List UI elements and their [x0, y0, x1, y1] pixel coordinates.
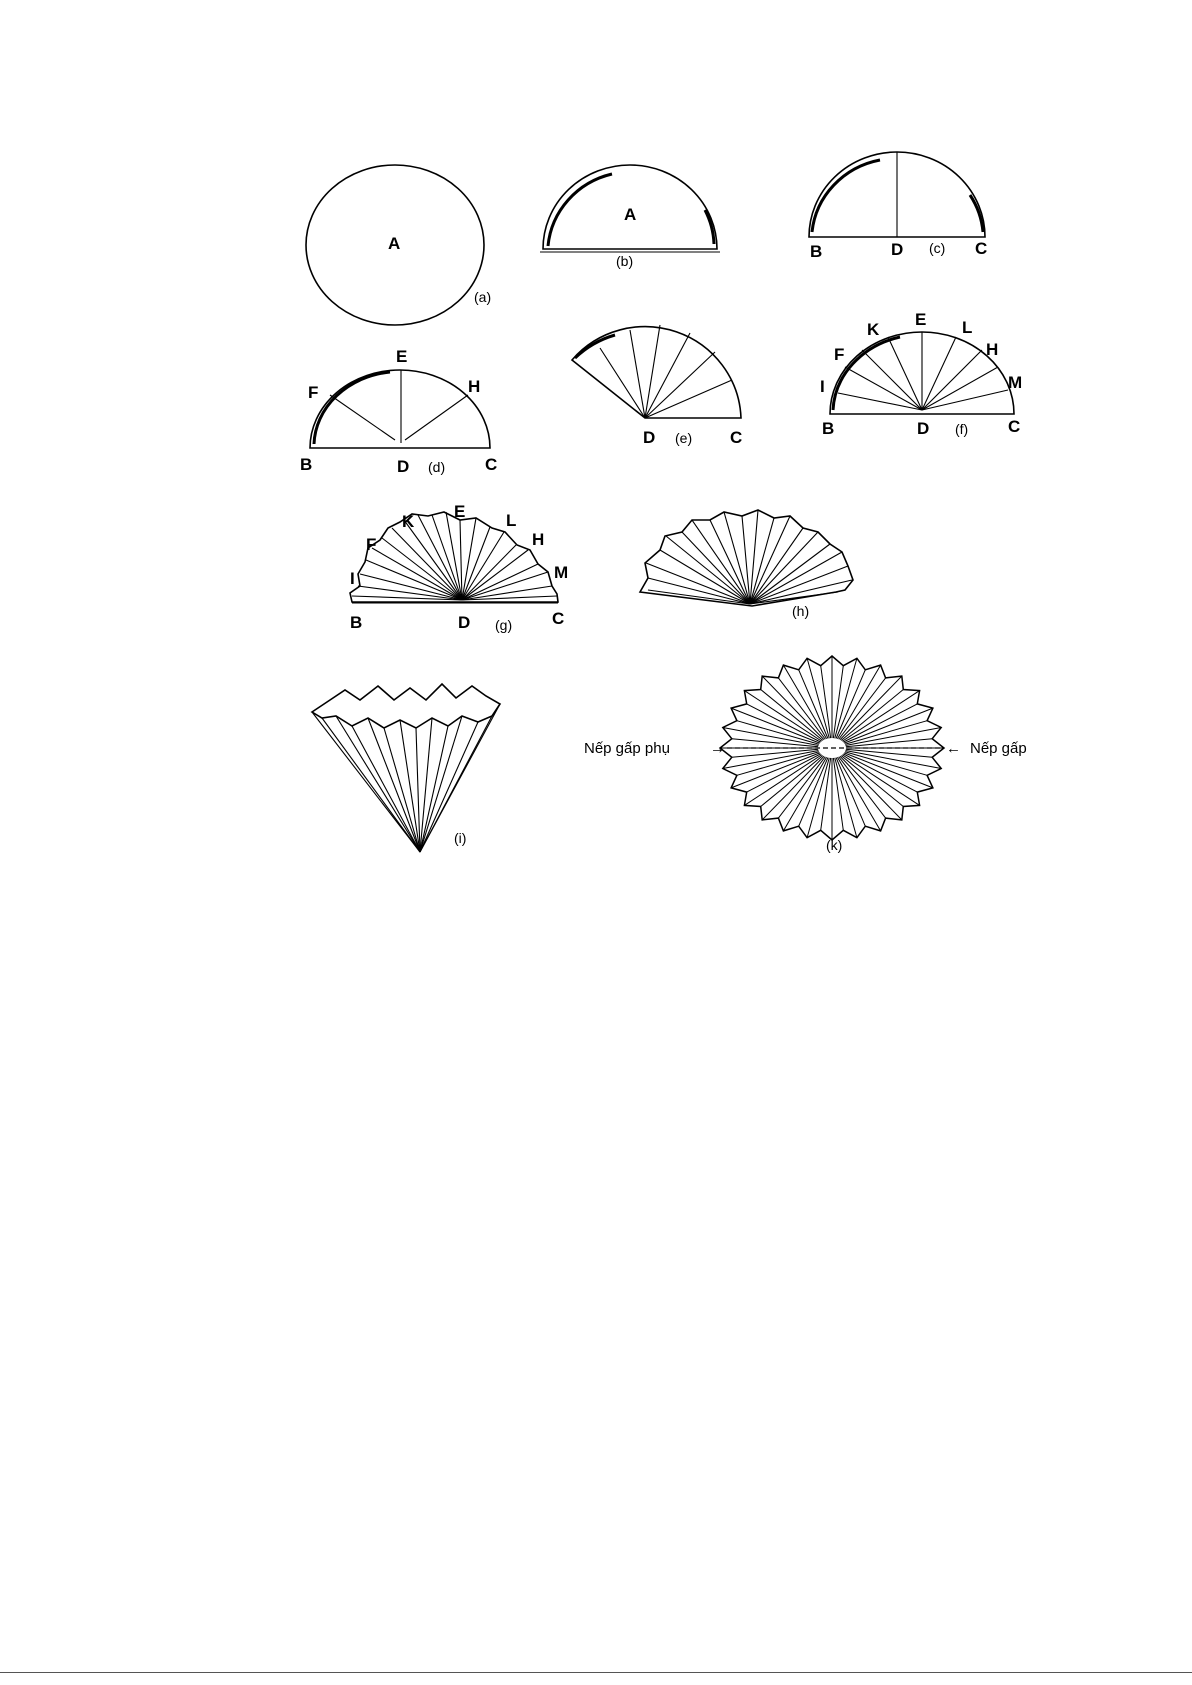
label-d-d: D — [397, 457, 410, 476]
creases-e — [600, 325, 732, 418]
label-c-c: C — [975, 239, 988, 258]
label-g-c: C — [552, 609, 565, 628]
arrow-left-k: → — [710, 740, 725, 757]
page-bottom-rule — [0, 1672, 1192, 1673]
caption-e: (e) — [675, 430, 693, 446]
label-f-i: I — [820, 377, 825, 396]
creases-h — [646, 510, 852, 604]
label-g-e: E — [454, 502, 466, 521]
caption-g: (g) — [495, 617, 513, 633]
figure-f — [820, 310, 1022, 438]
label-f-l: L — [962, 318, 973, 337]
figure-a — [306, 165, 491, 325]
figure-g — [350, 502, 568, 633]
label-a-center: A — [388, 234, 401, 253]
fold-edge-b — [548, 174, 612, 246]
label-f-m: M — [1008, 373, 1023, 392]
creases-f — [838, 332, 1008, 410]
label-g-k: K — [402, 512, 415, 531]
rosette-crease — [761, 690, 832, 749]
caption-i: (i) — [454, 830, 467, 846]
label-c-b: B — [810, 242, 823, 261]
creases-g — [352, 512, 557, 600]
note-main-fold: Nếp gấp — [970, 740, 1027, 757]
label-d-c: C — [485, 455, 498, 474]
rosette-crease — [832, 748, 903, 807]
caption-h: (h) — [792, 603, 810, 619]
fold-edge-c — [812, 160, 880, 232]
label-g-i: I — [350, 569, 355, 588]
caption-c: (c) — [929, 240, 946, 256]
label-e-d: D — [643, 428, 656, 447]
caption-k: (k) — [826, 837, 843, 853]
crease-dh — [405, 395, 468, 440]
figure-k — [584, 656, 1027, 853]
figure-c — [809, 152, 987, 261]
label-c-d: D — [891, 240, 904, 259]
figure-i — [312, 684, 500, 852]
caption-f: (f) — [955, 421, 969, 437]
label-b-center: A — [624, 205, 637, 224]
caption-b: (b) — [616, 253, 634, 269]
figure-d — [300, 347, 497, 476]
caption-d: (d) — [428, 459, 446, 475]
label-f-e: E — [915, 310, 927, 329]
cone-rim-i — [312, 684, 500, 728]
rosette-crease — [832, 690, 903, 749]
creases-i — [312, 704, 500, 852]
label-f-b: B — [822, 419, 835, 438]
label-g-h: H — [532, 530, 545, 549]
label-g-m: M — [554, 563, 569, 582]
caption-a: (a) — [474, 289, 492, 305]
label-d-h: H — [468, 377, 481, 396]
label-d-f: F — [308, 383, 319, 402]
label-d-b: B — [300, 455, 313, 474]
label-g-f: F — [366, 535, 377, 554]
label-f-h: H — [986, 340, 999, 359]
label-f-k: K — [867, 320, 880, 339]
label-g-l: L — [506, 511, 517, 530]
label-e-c: C — [730, 428, 743, 447]
rosette-crease — [761, 748, 832, 807]
fold-edge-e — [575, 335, 615, 358]
arrow-right-k: ← — [946, 740, 961, 757]
label-f-f: F — [834, 345, 845, 364]
note-secondary-fold: Nếp gấp phụ — [584, 740, 670, 757]
fold-edge-d — [314, 372, 390, 444]
figure-e — [572, 325, 742, 447]
half-circle-d — [310, 370, 490, 448]
figure-h — [640, 510, 853, 619]
figure-b — [540, 165, 720, 269]
label-d-e: E — [396, 347, 408, 366]
label-g-b: B — [350, 613, 363, 632]
crease-df — [330, 395, 395, 440]
label-f-d: D — [917, 419, 930, 438]
label-g-d: D — [458, 613, 471, 632]
label-f-c: C — [1008, 417, 1021, 436]
